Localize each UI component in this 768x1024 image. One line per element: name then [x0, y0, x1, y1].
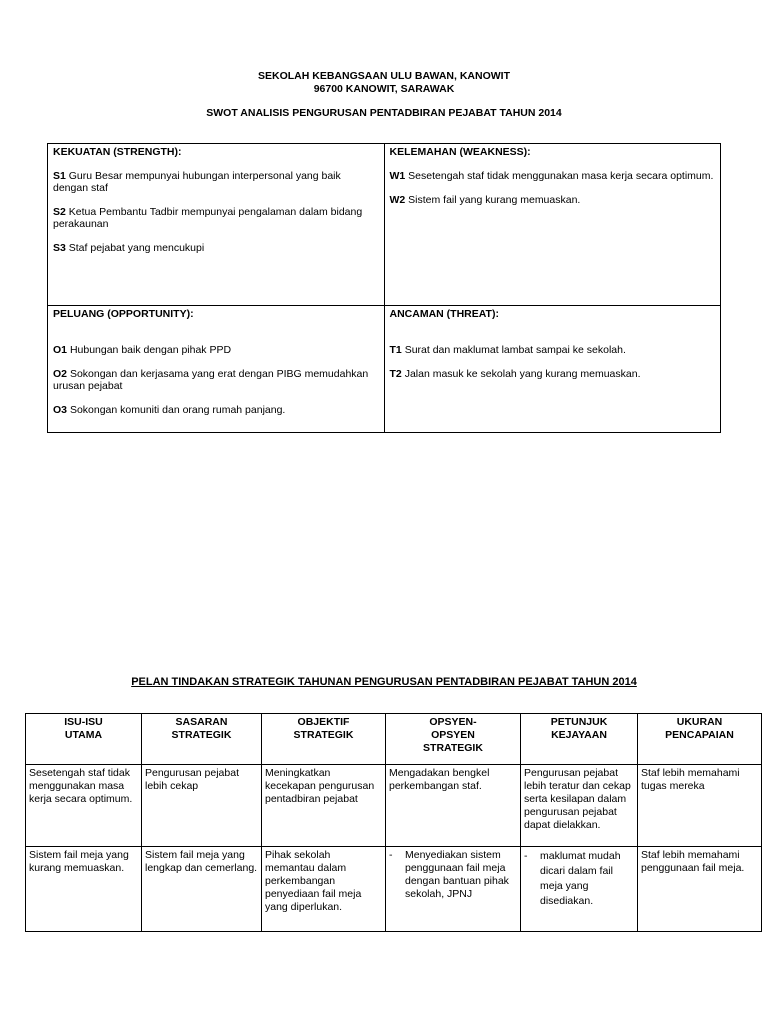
cell-opsyen: Mengadakan bengkel perkembangan staf. — [386, 765, 521, 847]
item-code: S3 — [53, 242, 66, 254]
opportunity-item — [53, 368, 378, 392]
item-text: Guru Besar mempunyai hubungan interpersonal yang baik dengan staf — [53, 170, 341, 194]
table-row — [26, 847, 762, 932]
item-text: Sesetengah staf tidak menggunakan masa kerja secara optimum. — [408, 170, 714, 182]
item-text: Staf pejabat yang mencukupi — [68, 242, 205, 254]
item-code: T1 — [389, 344, 402, 356]
plan-header-row — [26, 714, 762, 765]
item-text: Sistem fail yang kurang memuaskan. — [408, 194, 581, 206]
swot-title: SWOT ANALISIS PENGURUSAN PENTADBIRAN PEJABAT TAHUN 2014 — [206, 107, 562, 119]
header-objektif: OBJEKTIF STRATEGIK — [262, 714, 386, 765]
plan-table — [25, 713, 762, 932]
plan-title: PELAN TINDAKAN STRATEGIK TAHUNAN PENGURUSAN PENTADBIRAN PEJABAT TAHUN 2014 — [131, 676, 637, 688]
bullet-dash: - — [524, 850, 528, 862]
item-code: S1 — [53, 170, 66, 182]
swot-table — [47, 143, 721, 433]
threat-item — [390, 344, 715, 356]
header-ukuran: UKURAN PENCAPAIAN — [638, 714, 762, 765]
item-text: Sokongan dan kerjasama yang erat dengan PIBG memudahkan urusan pejabat — [53, 368, 369, 392]
cell-sasaran: Pengurusan pejabat lebih cekap — [142, 765, 262, 847]
threat-item — [390, 368, 715, 380]
strength-item — [53, 170, 378, 194]
item-code: O1 — [53, 344, 68, 356]
bullet-text: Menyediakan sistem penggunaan fail meja dengan bantuan pihak sekolah, JPNJ — [405, 849, 509, 900]
item-code: W2 — [389, 194, 406, 206]
header-petunjuk: PETUNJUK KEJAYAAN — [521, 714, 638, 765]
strength-cell — [48, 144, 385, 306]
cell-petunjuk — [521, 847, 638, 932]
threat-heading: ANCAMAN (THREAT): — [389, 308, 499, 320]
cell-sasaran: Sistem fail meja yang lengkap dan cemerlang. — [142, 847, 262, 932]
cell-isu: Sesetengah staf tidak menggunakan masa kerja secara optimum. — [26, 765, 142, 847]
item-text: Ketua Pembantu Tadbir mempunyai pengalaman dalam bidang perakaunan — [53, 206, 363, 230]
item-text: Jalan masuk ke sekolah yang kurang memuaskan. — [404, 368, 641, 380]
bullet-text: maklumat mudah dicari dalam fail meja yang disediakan. — [540, 850, 621, 907]
cell-objektif: Pihak sekolah memantau dalam perkembangan penyediaan fail meja yang diperlukan. — [262, 847, 386, 932]
item-text: Sokongan komuniti dan orang rumah panjang. — [69, 404, 286, 416]
item-code: W1 — [389, 170, 406, 182]
item-text: Surat dan maklumat lambat sampai ke sekolah. — [404, 344, 626, 356]
cell-objektif: Meningkatkan kecekapan pengurusan pentadbiran pejabat — [262, 765, 386, 847]
strength-item — [53, 242, 378, 254]
weakness-heading: KELEMAHAN (WEAKNESS): — [389, 146, 531, 158]
header-opsyen: OPSYEN- OPSYEN STRATEGIK — [386, 714, 521, 765]
opportunity-cell — [48, 306, 385, 433]
item-code: S2 — [53, 206, 66, 218]
cell-ukuran: Staf lebih memahami penggunaan fail meja. — [638, 847, 762, 932]
weakness-cell — [384, 144, 721, 306]
bullet-dash: - — [389, 849, 393, 861]
header-sasaran: SASARAN STRATEGIK — [142, 714, 262, 765]
header-isu: ISU-ISU UTAMA — [26, 714, 142, 765]
item-code: O2 — [53, 368, 68, 380]
threat-cell — [384, 306, 721, 433]
cell-ukuran: Staf lebih memahami tugas mereka — [638, 765, 762, 847]
cell-isu: Sistem fail meja yang kurang memuaskan. — [26, 847, 142, 932]
item-code: O3 — [53, 404, 68, 416]
opportunity-item — [53, 404, 378, 416]
item-text: Hubungan baik dengan pihak PPD — [69, 344, 232, 356]
school-address: 96700 KANOWIT, SARAWAK — [313, 83, 455, 95]
item-code: T2 — [389, 368, 402, 380]
strength-item — [53, 206, 378, 230]
cell-petunjuk: Pengurusan pejabat lebih teratur dan cekap serta kesilapan dalam pengurusan pejabat dapat dielakkan. — [521, 765, 638, 847]
opportunity-heading: PELUANG (OPPORTUNITY): — [53, 308, 194, 320]
cell-opsyen — [386, 847, 521, 932]
opportunity-item — [53, 344, 378, 356]
school-name: SEKOLAH KEBANGSAAN ULU BAWAN, KANOWIT — [258, 70, 510, 82]
weakness-item — [390, 170, 715, 182]
strength-heading: KEKUATAN (STRENGTH): — [53, 146, 182, 158]
table-row — [26, 765, 762, 847]
weakness-item — [390, 194, 715, 206]
